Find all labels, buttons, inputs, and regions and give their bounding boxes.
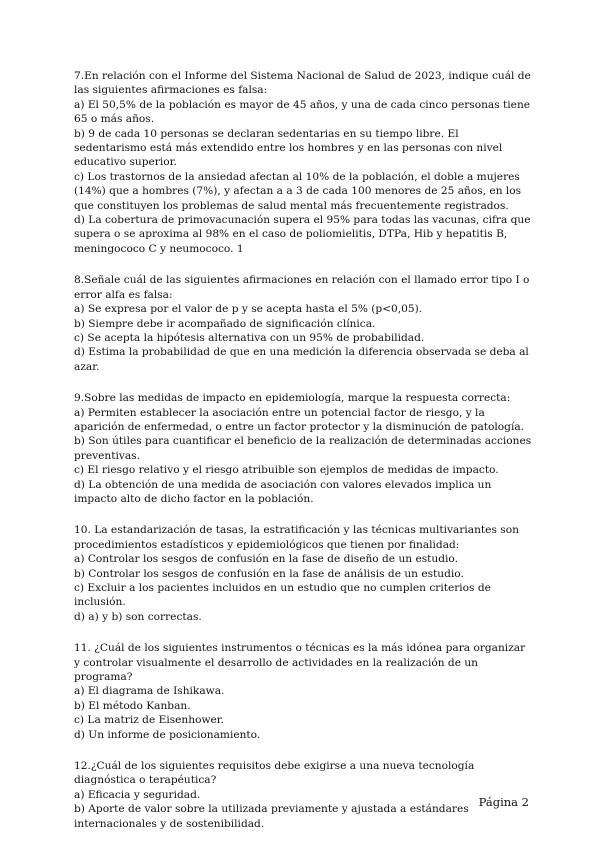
question-stem: 10. La estandarización de tasas, la estratificación y las técnicas multivariantes son procedimientos estadísticos y epidemiológicos que tienen por finalidad: [74, 524, 519, 551]
answer-option: c) Se acepta la hipótesis alternativa con un 95% de probabilidad. [74, 331, 425, 344]
answer-option: a) Controlar los sesgos de confusión en la fase de diseño de un estudio. [74, 553, 458, 566]
answer-option: a) El 50,5% de la población es mayor de 45 años, y una de cada cinco personas tiene 65 o más años. [74, 98, 531, 126]
answer-option: c) La matriz de Eisenhower. [74, 714, 225, 727]
answer-option: b) Controlar los sesgos de confusión en la fase de análisis de un estudio. [74, 567, 464, 580]
answer-option: d) La obtención de una medida de asociación con valores elevados implica un impacto alto de dicho factor en la población. [74, 478, 492, 505]
question-9 [74, 391, 534, 506]
document-body [74, 69, 534, 848]
question-8 [74, 273, 534, 374]
question-stem: 8.Señale cuál de las siguientes afirmaciones en relación con el llamado error tipo I o error alfa es falsa: [74, 274, 530, 301]
answer-option: d) La cobertura de primovacunación supera el 95% para todas las vacunas, cifra que supera o se aproxima al 98% en el caso de poliomielitis, DTPa, Hib y hepatitis B, meningococo C y neumococo. 1 [74, 214, 531, 255]
answer-option: b) El método Kanban. [74, 699, 191, 712]
answer-option: b) Son útiles para cuantificar el beneficio de la realización de determinadas acciones preventivas. [74, 435, 532, 462]
question-stem: 9.Sobre las medidas de impacto en epidemiología, marque la respuesta correcta: [74, 392, 511, 405]
answer-option: a) Eficacia y seguridad. [74, 788, 201, 801]
page-number: Página 2 [478, 795, 529, 809]
question-stem: 7.En relación con el Informe del Sistema Nacional de Salud de 2023, indique cuál de las siguientes afirmaciones es falsa: [74, 70, 531, 97]
answer-option: c) Los trastornos de la ansiedad afectan al 10% de la población, el doble a mujeres (14%) que a hombres (7%), y afectan a a 3 de cada 100 menores de 25 años, en los que constituyen los problemas de salud mental más frecuentemente registrados. [74, 170, 522, 212]
answer-option: b) 9 de cada 10 personas se declaran sedentarias en su tiempo libre. El sedentarismo está más extendido entre los hombres y en las personas con nivel educativo superior. [74, 127, 503, 169]
answer-option: c) Excluir a los pacientes incluidos en un estudio que no cumplen criterios de inclusión. [74, 582, 491, 609]
answer-option: b) Aporte de valor sobre la utilizada previamente y ajustada a estándares internacionales y de sostenibilidad. [74, 803, 469, 830]
answer-option: c) El riesgo relativo y el riesgo atribuible son ejemplos de medidas de impacto. [74, 464, 499, 477]
question-stem: 11. ¿Cuál de los siguientes instrumentos o técnicas es la más idónea para organizar y controlar visualmente el desarrollo de actividades en la realización de un programa? [74, 642, 526, 684]
answer-option: d) a) y b) son correctas. [74, 610, 202, 623]
answer-option: a) Permiten establecer la asociación entre un potencial factor de riesgo, y la aparición de enfermedad, o entre un factor protector y la disminución de patología. [74, 406, 525, 433]
question-stem: 12.¿Cuál de los siguientes requisitos debe exigirse a una nueva tecnología diagnóstica o terapéutica? [74, 760, 475, 787]
answer-option: b) Siempre debe ir acompañado de significación clínica. [74, 317, 376, 330]
answer-option: a) Se expresa por el valor de p y se acepta hasta el 5% (p<0,05). [74, 303, 423, 316]
question-10 [74, 523, 534, 624]
answer-option: d) Estima la probabilidad de que en una medición la diferencia observada se deba al azar. [74, 346, 529, 373]
answer-option: d) Un informe de posicionamiento. [74, 728, 261, 741]
question-11 [74, 641, 534, 742]
answer-option: a) El diagrama de Ishikawa. [74, 685, 225, 698]
question-12 [74, 759, 534, 831]
question-7 [74, 69, 534, 256]
